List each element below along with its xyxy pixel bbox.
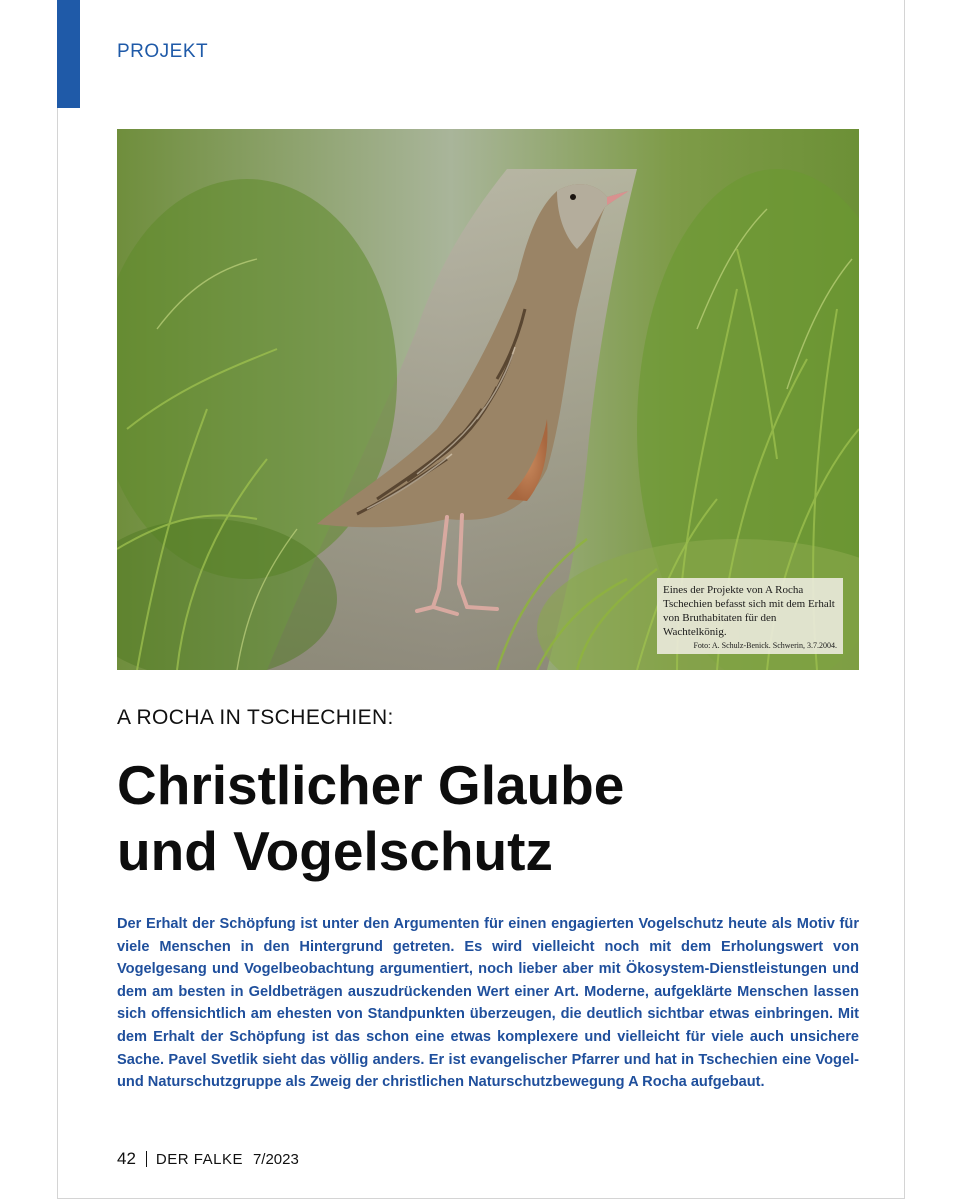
section-color-bar	[57, 0, 80, 108]
caption-text: Eines der Projekte von A Rocha Tschechien befasst sich mit dem Erhalt von Bruthabitaten für den Wachtelkönig.	[663, 584, 835, 638]
article-kicker: A ROCHA IN TSCHECHIEN:	[117, 706, 394, 729]
magazine-name: DER FALKE	[155, 1150, 243, 1168]
headline-line-1: Christlicher Glaube	[117, 754, 625, 816]
corncrake-photo	[117, 129, 859, 670]
headline-line-2: und Vogelschutz	[117, 820, 553, 882]
photo-caption	[657, 578, 843, 654]
article-lead-paragraph: Der Erhalt der Schöpfung ist unter den Argumenten für einen engagierten Vogelschutz heute als Motiv für viele Menschen in den Hintergrund getreten. Es wird vielleicht noch mit dem Erholungswert von Vogelgesang und Vogelbeobachtung argumentiert, noch lieber aber mit Ökosystem-Dienstleistungen und dem am besten in Geldbeträgen auszudrückenden Wert einer Art. Moderne, aufgeklärte Menschen lassen sich offensichtlich am ehesten von Standpunkten überzeugen, die deutlich sichtbar etwas einbringen. Mit dem Erhalt der Schöpfung ist das schon eine etwas komplexere und vielleicht für viele auch unsichere Sache. Pavel Svetlik sieht das völlig anders. Er ist evangelischer Pfarrer und hat in Tschechien eine Vogel- und Naturschutzgruppe als Zweig der christlichen Naturschutzbewegung A Rocha aufgebaut.	[117, 916, 859, 1091]
page-number: 42	[117, 1149, 136, 1168]
issue-number: 7/2023	[252, 1150, 299, 1168]
photo-credit: Foto: A. Schulz-Benick. Schwerin, 3.7.2004.	[693, 641, 837, 650]
footer-divider	[146, 1151, 147, 1167]
section-label: PROJEKT	[117, 41, 209, 62]
page-footer	[117, 1149, 299, 1169]
article-headline	[117, 752, 857, 884]
